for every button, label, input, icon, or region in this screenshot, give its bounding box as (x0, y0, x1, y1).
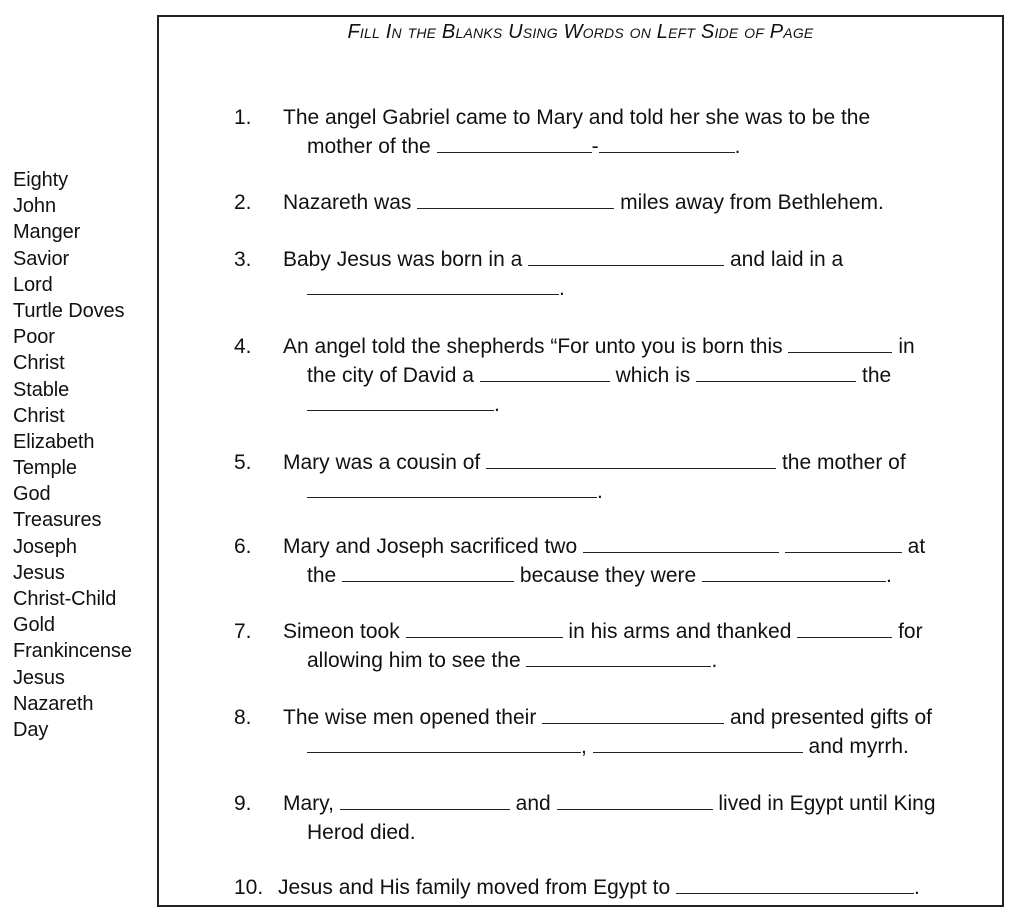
answer-blank[interactable] (542, 703, 724, 724)
question-text: The angel Gabriel came to Mary and told her she was to be the (283, 106, 871, 129)
question-text: . (711, 649, 718, 672)
question-7 (234, 617, 923, 675)
word-bank-item: Poor (13, 326, 55, 349)
word-bank-item: Treasures (13, 509, 102, 532)
word-bank-item: God (13, 483, 51, 506)
question-number: 6. (234, 535, 252, 558)
word-bank-item: Turtle Doves (13, 299, 125, 322)
question-text: Jesus and His family moved from Egypt to (278, 876, 671, 899)
answer-blank[interactable] (437, 132, 592, 153)
word-bank-item: John (13, 195, 56, 218)
question-5 (234, 448, 906, 506)
question-number: 9. (234, 792, 252, 815)
word-bank-item: Christ-Child (13, 588, 117, 610)
word-bank-item: Gold (13, 614, 55, 637)
answer-blank[interactable] (307, 732, 581, 753)
question-text: . (914, 876, 920, 899)
question-text: which is (615, 364, 691, 387)
answer-blank[interactable] (417, 188, 614, 209)
question-number: 5. (234, 451, 252, 474)
answer-blank[interactable] (307, 274, 559, 295)
question-text: Baby Jesus was born in a (283, 248, 523, 271)
question-text: the city of David a (307, 364, 474, 387)
question-text: lived in Egypt until King (718, 792, 936, 815)
question-2 (234, 188, 884, 217)
question-text: mother of the (307, 135, 431, 158)
question-1 (234, 103, 870, 161)
answer-blank[interactable] (785, 532, 902, 553)
word-bank-item: Lord (13, 273, 53, 296)
question-text: the mother of (781, 451, 906, 474)
answer-blank[interactable] (342, 561, 514, 582)
answer-blank[interactable] (528, 245, 724, 266)
question-4 (234, 332, 915, 419)
question-text: and presented gifts of (730, 706, 932, 729)
answer-blank[interactable] (307, 390, 494, 411)
question-text: allowing him to see the (307, 649, 521, 672)
question-text: and laid in a (729, 248, 844, 271)
question-text: the (307, 564, 337, 587)
answer-blank[interactable] (340, 789, 510, 810)
word-bank (13, 167, 132, 743)
question-8 (234, 703, 932, 761)
question-text: An angel told the shepherds “For unto you is born this (283, 335, 783, 358)
word-bank-item: Jesus (13, 666, 65, 689)
answer-blank[interactable] (486, 448, 776, 469)
question-number: 2. (234, 191, 252, 214)
question-number: 4. (234, 335, 252, 358)
question-6 (234, 532, 925, 590)
answer-blank[interactable] (696, 361, 856, 382)
answer-blank[interactable] (788, 332, 892, 353)
word-bank-item: Eighty (13, 169, 68, 191)
question-text: the (862, 364, 892, 387)
answer-blank[interactable] (593, 732, 803, 753)
answer-blank[interactable] (406, 617, 563, 638)
worksheet-box (157, 15, 1004, 907)
word-bank-item: Nazareth (13, 692, 94, 715)
question-text: Simeon took (283, 620, 400, 643)
question-text: Mary, (283, 792, 334, 815)
question-number: 7. (234, 620, 252, 643)
question-9 (234, 789, 936, 847)
question-text: . (494, 393, 500, 416)
question-number: 8. (234, 706, 252, 729)
answer-blank[interactable] (702, 561, 886, 582)
question-text: miles away from Bethlehem. (620, 191, 884, 214)
word-bank-item: Stable (13, 378, 70, 401)
question-text: The wise men opened their (283, 706, 537, 729)
question-text: Nazareth was (283, 191, 412, 214)
answer-blank[interactable] (676, 873, 914, 894)
question-text: in (898, 335, 915, 358)
question-text: Mary was a cousin of (283, 451, 481, 474)
answer-blank[interactable] (583, 532, 779, 553)
answer-blank[interactable] (307, 477, 597, 498)
question-text: Herod died. (307, 821, 416, 844)
word-bank-item: Manger (13, 221, 81, 244)
question-text: because they were (519, 564, 697, 587)
word-bank-item: Christ (13, 352, 65, 375)
word-bank-item: Christ (13, 404, 65, 427)
question-text: . (559, 277, 565, 300)
question-text: at (907, 535, 926, 558)
question-text: for (898, 620, 923, 643)
question-text: in his arms and thanked (568, 620, 792, 643)
question-text: . (597, 480, 603, 503)
question-text: and (515, 792, 551, 815)
question-text: . (886, 564, 892, 587)
answer-blank[interactable] (599, 132, 735, 153)
question-text: Mary and Joseph sacrificed two (283, 535, 578, 558)
word-bank-item: Joseph (13, 535, 77, 558)
answer-blank[interactable] (480, 361, 610, 382)
question-number: 1. (234, 106, 252, 129)
word-bank-item: Savior (13, 247, 70, 270)
word-bank-item: Day (13, 718, 49, 741)
answer-blank[interactable] (557, 789, 713, 810)
word-bank-item: Temple (13, 457, 77, 480)
question-text: and myrrh. (808, 735, 909, 758)
question-text: , (581, 735, 587, 758)
question-text: . (734, 135, 741, 158)
word-bank-item: Elizabeth (13, 430, 95, 453)
question-10 (234, 873, 920, 902)
question-number: 10. (234, 876, 264, 899)
worksheet-title: Fill In the Blanks Using Words on Left Side of Page (347, 21, 814, 43)
word-bank-item: Jesus (13, 561, 65, 584)
question-number: 3. (234, 248, 252, 271)
question-text: - (591, 135, 599, 158)
word-bank-item: Frankincense (13, 640, 132, 663)
answer-blank[interactable] (526, 646, 711, 667)
answer-blank[interactable] (797, 617, 892, 638)
question-3 (234, 245, 843, 303)
